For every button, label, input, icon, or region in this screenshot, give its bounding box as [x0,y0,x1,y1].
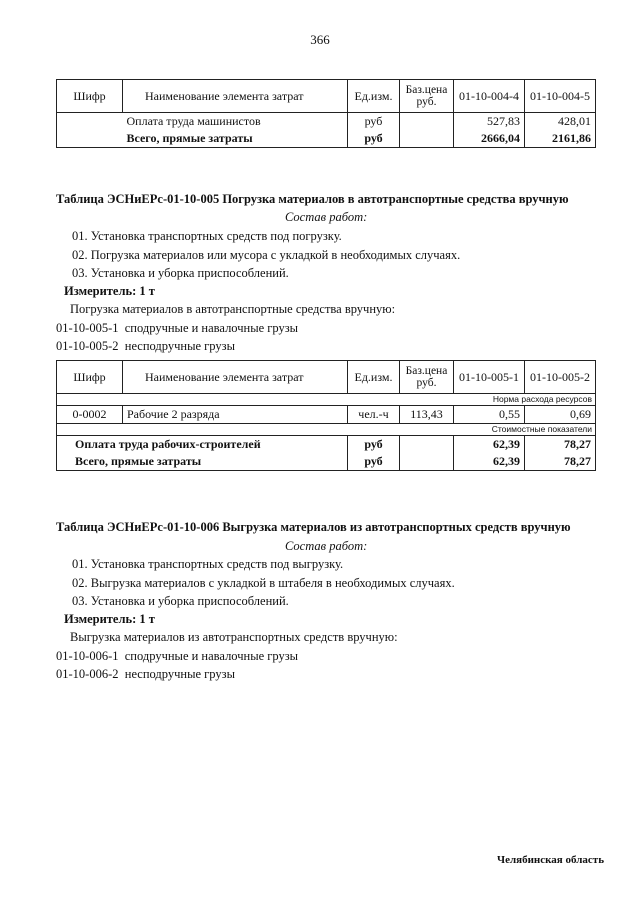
header-col1: 01-10-005-1 [454,361,525,394]
norm-label: Норма расхода ресурсов [57,394,596,406]
cell-unit: руб [348,113,400,131]
section-title: Таблица ЭСНиЕРс-01-10-005 Погрузка материалов в автотранспортные средства вручную [56,192,569,206]
cell-value-1: 2666,04 [454,130,525,148]
item-code: 01-10-006-1 [56,649,119,663]
header-base-price: Баз.цена руб. [400,361,454,394]
header-unit: Ед.изм. [348,361,400,394]
cell-value-2: 428,01 [525,113,596,131]
header-col2: 01-10-005-2 [525,361,596,394]
cell-value-2: 2161,86 [525,130,596,148]
cost-subheader-row [57,424,596,436]
item-code: 01-10-005-1 [56,321,119,335]
table-header-row [57,80,596,113]
cell-base-price [400,113,454,131]
composition-heading: Состав работ: [285,539,368,553]
cell-name: Рабочие 2 разряда [123,406,348,424]
cell-unit: руб [348,453,400,471]
cell-value-2: 78,27 [525,453,596,471]
cell-name: Оплата труда машинистов [123,113,348,131]
cell-unit: руб [348,130,400,148]
cell-value-2: 78,27 [525,436,596,454]
cell-unit: чел.-ч [348,406,400,424]
table-row [57,406,596,424]
cell-base-price: 113,43 [400,406,454,424]
cell-value-1: 0,55 [454,406,525,424]
header-base-price: Баз.цена руб. [400,80,454,113]
item-line [56,649,298,664]
item-name: несподручные грузы [124,667,235,681]
norm-subheader-row [57,394,596,406]
item-line [56,339,235,354]
cell-code: 0-0002 [57,406,123,424]
meter-label: Измеритель: 1 т [64,284,155,298]
page-number: 366 [310,32,330,47]
item-name: несподручные грузы [124,339,235,353]
table-row [57,453,596,471]
description: Выгрузка материалов из автотранспортных средств вручную: [70,630,398,644]
table-header-row [57,361,596,394]
cell-code [57,130,123,148]
composition-heading: Состав работ: [285,210,368,224]
header-code: Шифр [57,361,123,394]
header-name: Наименование элемента затрат [123,80,348,113]
cell-value-1: 527,83 [454,113,525,131]
item-line [56,667,235,682]
item-code: 01-10-006-2 [56,667,119,681]
item-name: сподручные и навалочные грузы [124,321,299,335]
table-row [57,130,596,148]
header-col2: 01-10-004-5 [525,80,596,113]
cell-value-1: 62,39 [454,453,525,471]
item-line [56,321,298,336]
work-step: 03. Установка и уборка приспособлений. [72,594,289,608]
work-step: 01. Установка транспортных средств под погрузку. [72,229,342,243]
item-code: 01-10-005-2 [56,339,119,353]
description: Погрузка материалов в автотранспортные средства вручную: [70,302,396,316]
work-step: 01. Установка транспортных средств под выгрузку. [72,557,344,571]
header-unit: Ед.изм. [348,80,400,113]
work-step: 02. Выгрузка материалов с укладкой в штабеля в необходимых случаях. [72,576,455,590]
cell-name: Всего, прямые затраты [123,130,348,148]
item-name: сподручные и навалочные грузы [124,649,299,663]
cell-name: Всего, прямые затраты [57,453,348,471]
cell-value-1: 62,39 [454,436,525,454]
header-col1: 01-10-004-4 [454,80,525,113]
cell-value-2: 0,69 [525,406,596,424]
cost-table-1 [56,79,596,148]
work-step: 02. Погрузка материалов или мусора с укладкой в необходимых случаях. [72,248,461,262]
cell-code [57,113,123,131]
footer-region: Челябинская область [497,854,605,866]
table-row [57,436,596,454]
work-step: 03. Установка и уборка приспособлений. [72,266,289,280]
cost-label: Стоимостные показатели [57,424,596,436]
cell-base-price [400,130,454,148]
table-row [57,113,596,131]
cell-unit: руб [348,436,400,454]
cell-base-price [400,453,454,471]
cell-name: Оплата труда рабочих-строителей [57,436,348,454]
cost-table-2 [56,360,596,471]
section-title: Таблица ЭСНиЕРс-01-10-006 Выгрузка материалов из автотранспортных средств вручную [56,520,571,534]
meter-label: Измеритель: 1 т [64,612,155,626]
header-name: Наименование элемента затрат [123,361,348,394]
cell-base-price [400,436,454,454]
header-code: Шифр [57,80,123,113]
